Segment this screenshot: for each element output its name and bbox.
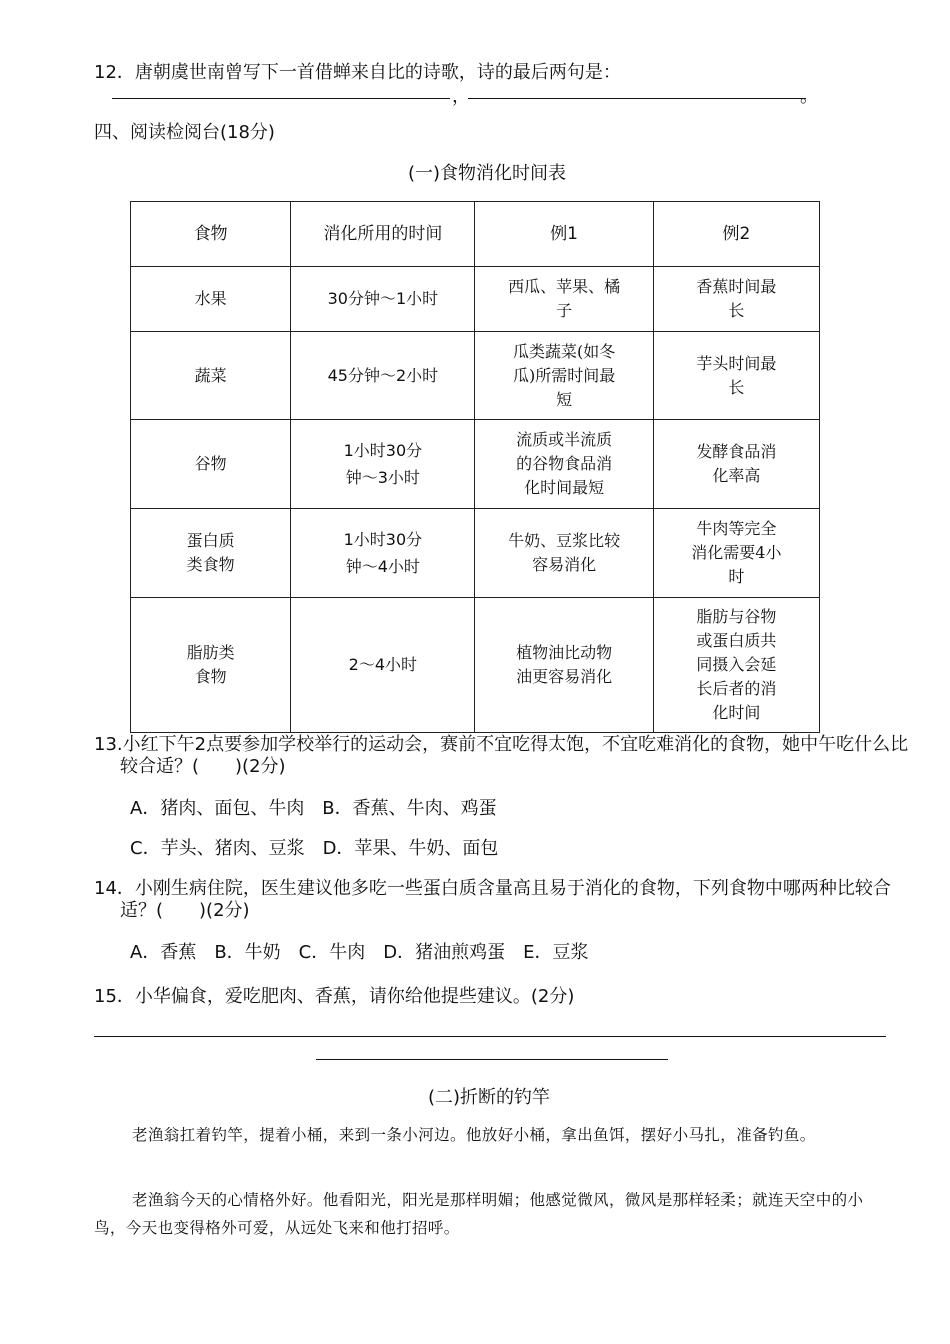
section4-title: 四、阅读检阅台(18分) xyxy=(94,122,275,143)
header-time: 消化所用的时间 xyxy=(291,202,475,267)
example2-cell: 发酵食品消 化率高 xyxy=(653,420,819,509)
time-cell: 1小时30分 钟～4小时 xyxy=(291,509,475,598)
digestion-table xyxy=(130,201,820,733)
table-row xyxy=(131,332,820,420)
q14-options: A．香蕉 B．牛奶 C．牛肉 D．猪油煎鸡蛋 E．豆浆 xyxy=(130,942,589,963)
q15-answer-line-2[interactable] xyxy=(316,1059,668,1060)
passage-paragraph: 老渔翁扛着钓竿，提着小桶，来到一条小河边。他放好小桶，拿出鱼饵，摆好小马扎，准备钓鱼。 xyxy=(132,1126,816,1144)
food-cell: 蛋白质 类食物 xyxy=(131,509,291,598)
time-cell: 30分钟～1小时 xyxy=(291,267,475,332)
q13-stem: 13.小红下午2点要参加学校举行的运动会，赛前不宜吃得太饱，不宜吃难消化的食物，她中午吃什么比较合适？( )(2分) xyxy=(94,734,909,777)
q12-stem: 12．唐朝虞世南曾写下一首借蝉来自比的诗歌，诗的最后两句是： xyxy=(94,62,621,83)
header-example1: 例1 xyxy=(475,202,653,267)
example1-cell: 牛奶、豆浆比较 容易消化 xyxy=(475,509,653,598)
example1-cell: 植物油比动物 油更容易消化 xyxy=(475,598,653,733)
q12-answer-line-2[interactable] xyxy=(468,98,806,99)
food-cell: 脂肪类 食物 xyxy=(131,598,291,733)
q15-stem: 15．小华偏食，爱吃肥肉、香蕉，请你给他提些建议。(2分) xyxy=(94,986,575,1007)
example2-cell: 芋头时间最 长 xyxy=(653,332,819,420)
table-row xyxy=(131,267,820,332)
table-header-row xyxy=(131,202,820,267)
table-row xyxy=(131,420,820,509)
header-food: 食物 xyxy=(131,202,291,267)
part1-title: (一)食物消化时间表 xyxy=(408,163,567,184)
part2-title: (二)折断的钓竿 xyxy=(428,1087,551,1108)
time-cell: 45分钟～2小时 xyxy=(291,332,475,420)
time-cell: 1小时30分 钟～3小时 xyxy=(291,420,475,509)
header-example2: 例2 xyxy=(653,202,819,267)
q12-comma: ， xyxy=(452,86,470,107)
q12-period: 。 xyxy=(800,86,818,107)
example1-cell: 瓜类蔬菜(如冬 瓜)所需时间最 短 xyxy=(475,332,653,420)
table-row xyxy=(131,509,820,598)
q14-stem: 14．小刚生病住院，医生建议他多吃一些蛋白质含量高且易于消化的食物，下列食物中哪两种比较合适？( )(2分) xyxy=(94,878,891,921)
passage-paragraph: 老渔翁今天的心情格外好。他看阳光，阳光是那样明媚；他感觉微风，微风是那样轻柔；就连天空中的小鸟，今天也变得格外可爱，从远处飞来和他打招呼。 xyxy=(94,1191,864,1237)
example2-cell: 牛肉等完全 消化需要4小 时 xyxy=(653,509,819,598)
food-cell: 水果 xyxy=(131,267,291,332)
example1-cell: 西瓜、苹果、橘 子 xyxy=(475,267,653,332)
example2-cell: 香蕉时间最 长 xyxy=(653,267,819,332)
time-cell: 2～4小时 xyxy=(291,598,475,733)
food-cell: 谷物 xyxy=(131,420,291,509)
q12-answer-line-1[interactable] xyxy=(112,98,450,99)
food-cell: 蔬菜 xyxy=(131,332,291,420)
example1-cell: 流质或半流质 的谷物食品消 化时间最短 xyxy=(475,420,653,509)
q15-answer-line-1[interactable] xyxy=(94,1036,886,1037)
q13-options-line1: A．猪肉、面包、牛肉 B．香蕉、牛肉、鸡蛋 xyxy=(130,798,497,819)
table-row xyxy=(131,598,820,733)
q13-options-line2: C．芋头、猪肉、豆浆 D．苹果、牛奶、面包 xyxy=(130,838,499,859)
example2-cell: 脂肪与谷物 或蛋白质共 同摄入会延 长后者的消 化时间 xyxy=(653,598,819,733)
